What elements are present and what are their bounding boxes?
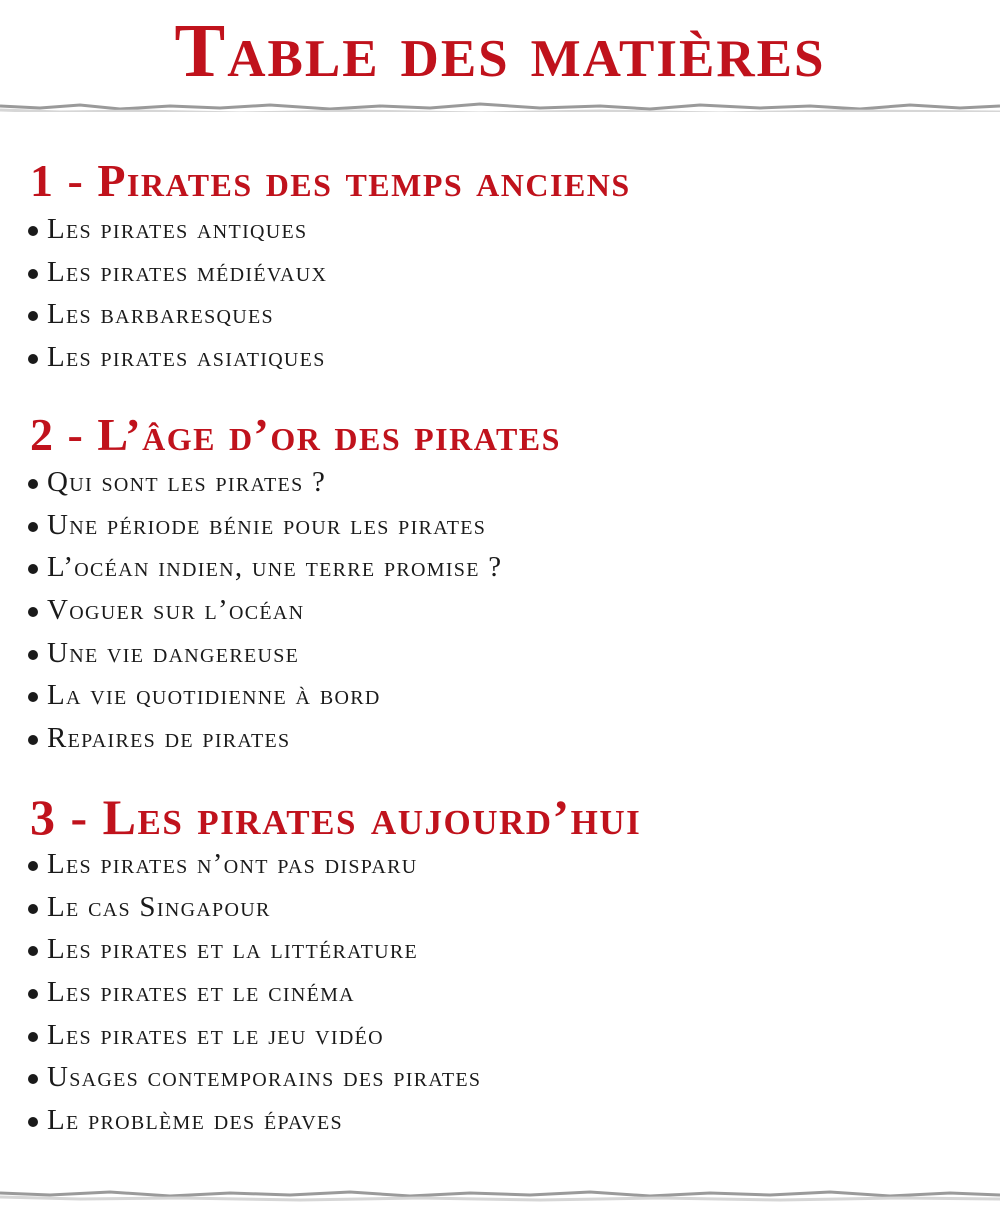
list-item-label: Les pirates et le cinéma	[47, 976, 355, 1009]
bullet-icon	[28, 311, 38, 321]
bullet-icon	[28, 1032, 38, 1042]
list-item	[28, 504, 502, 547]
section-heading-1: 1 - Pirates des temps anciens	[30, 155, 631, 206]
list-item-label: Les pirates et la littérature	[47, 933, 419, 966]
bullet-icon	[28, 946, 38, 956]
list-item-label: Les barbaresques	[47, 298, 274, 331]
bullet-icon	[28, 735, 38, 745]
bullet-icon	[28, 522, 38, 532]
bullet-icon	[28, 269, 38, 279]
list-item	[28, 1013, 481, 1056]
list-item	[28, 674, 502, 717]
bullet-icon	[28, 564, 38, 574]
list-item-label: Le problème des épaves	[47, 1103, 343, 1136]
list-item	[28, 971, 481, 1014]
list-item	[28, 589, 502, 632]
bullet-icon	[28, 650, 38, 660]
bullet-icon	[28, 479, 38, 489]
list-item-label: Les pirates n’ont pas disparu	[47, 848, 418, 881]
bullet-icon	[28, 904, 38, 914]
list-item	[28, 886, 481, 929]
list-item-label: Les pirates médiévaux	[47, 255, 328, 288]
list-item-label: Les pirates asiatiques	[47, 341, 326, 374]
bullet-icon	[28, 226, 38, 236]
list-item	[28, 251, 327, 294]
title-band	[0, 0, 1000, 104]
section-list-1	[28, 208, 327, 378]
list-item-label: Les pirates antiques	[47, 213, 308, 246]
torn-edge-bottom	[0, 1184, 1000, 1206]
list-item	[28, 293, 327, 336]
list-item-label: Qui sont les pirates ?	[47, 466, 327, 499]
section-heading-3: 3 - Les pirates aujourd’hui	[30, 789, 642, 845]
page-title: Table des matières	[174, 9, 826, 93]
list-item-label: La vie quotidienne à bord	[47, 679, 381, 712]
bullet-icon	[28, 1117, 38, 1127]
list-item-label: Les pirates et le jeu vidéo	[47, 1018, 384, 1051]
list-item-label: Voguer sur l’océan	[47, 594, 305, 627]
list-item	[28, 717, 502, 760]
list-item-label: Repaires de pirates	[47, 721, 291, 754]
list-item	[28, 336, 327, 379]
list-item	[28, 928, 481, 971]
bullet-icon	[28, 861, 38, 871]
list-item-label: L’océan indien, une terre promise ?	[47, 551, 503, 584]
list-item-label: Usages contemporains des pirates	[47, 1061, 482, 1094]
list-item	[28, 208, 327, 251]
list-item	[28, 1099, 481, 1142]
list-item	[28, 843, 481, 886]
section-list-3	[28, 843, 481, 1141]
list-item	[28, 546, 502, 589]
list-item-label: Une vie dangereuse	[47, 636, 300, 669]
bullet-icon	[28, 607, 38, 617]
list-item	[28, 1056, 481, 1099]
bullet-icon	[28, 692, 38, 702]
list-item	[28, 631, 502, 674]
section-list-2	[28, 461, 502, 759]
list-item-label: Le cas Singapour	[47, 890, 271, 923]
bullet-icon	[28, 989, 38, 999]
bullet-icon	[28, 354, 38, 364]
bullet-icon	[28, 1074, 38, 1084]
list-item	[28, 461, 502, 504]
section-heading-2: 2 - L’âge d’or des pirates	[30, 409, 561, 460]
list-item-label: Une période bénie pour les pirates	[47, 508, 487, 541]
